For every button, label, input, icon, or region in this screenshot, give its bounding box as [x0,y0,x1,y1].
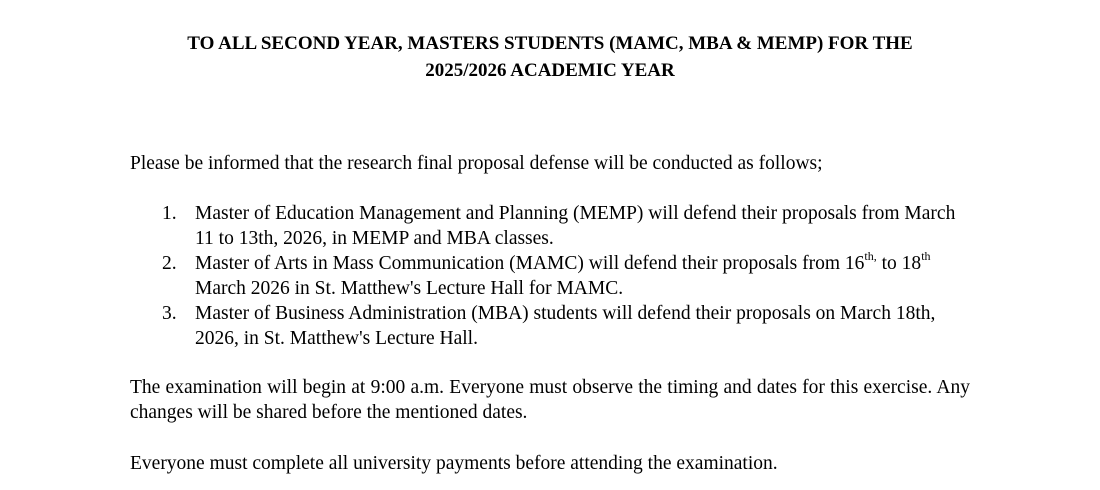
ordinal-suffix: th [921,248,931,263]
document-title-line-2: 2025/2026 ACADEMIC YEAR [425,60,675,81]
list-item-number: 1. [162,203,177,224]
list-item-text-part-c: March 2026 in St. Matthew's Lecture Hall for MAMC. [195,278,624,299]
list-item-number: 2. [162,253,177,274]
payment-note-paragraph: Everyone must complete all university payments before attending the examination. [130,453,778,474]
ordinal-suffix: th, [864,248,877,263]
defense-schedule-list [130,201,970,351]
list-item [130,201,970,251]
list-item-text: Master of Business Administration (MBA) students will defend their proposals on March 18th, 2026, in St. Matthew's Lecture Hall. [195,303,936,349]
list-item [130,248,970,301]
list-item-text-part-b: to 18 [876,253,922,274]
list-item [130,301,970,351]
intro-paragraph: Please be informed that the research final proposal defense will be conducted as follows; [130,153,823,174]
list-item-number: 3. [162,303,177,324]
exam-note-paragraph: The examination will begin at 9:00 a.m. Everyone must observe the timing and dates for this exercise. Any changes will be shared before the mentioned dates. [130,377,970,423]
document-title-line-1: TO ALL SECOND YEAR, MASTERS STUDENTS (MAMC, MBA & MEMP) FOR THE [187,33,913,54]
list-item-text-part-a: Master of Arts in Mass Communication (MAMC) will defend their proposals from 16 [195,253,865,274]
list-item-text: Master of Education Management and Planning (MEMP) will defend their proposals from March 11 to 13th, 2026, in MEMP and MBA classes. [195,203,956,249]
